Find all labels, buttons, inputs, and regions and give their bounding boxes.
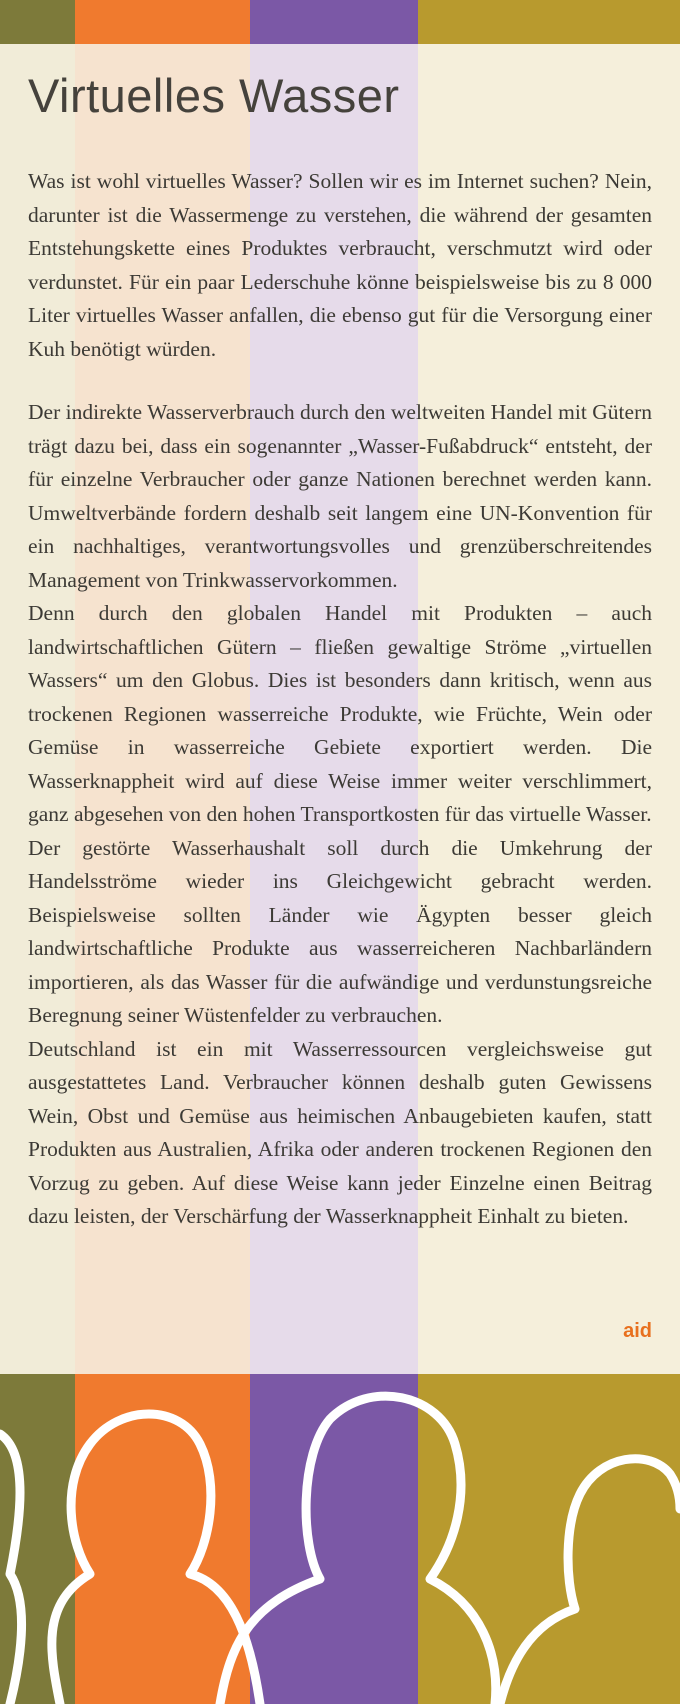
people-silhouettes-illustration: [0, 1374, 680, 1704]
source-label: aid: [623, 1320, 652, 1342]
article-paragraph: Deutschland ist ein mit Wasserressourcen vergleichsweise gut ausgestattetes Land. Verbraucher können deshalb guten Gewissens Wein, Obst und Gemüse aus heimischen Anbaugebieten kaufen, statt Produkten aus Australien, Afrika oder anderen trockenen Regionen den Vorzug zu geben. Auf diese Weise kann jeder Einzelne einen Beitrag dazu leisten, der Verschärfung der Wasserknappheit Einhalt zu bieten.: [28, 1036, 652, 1228]
person-silhouette-right: [500, 1459, 680, 1704]
article-paragraph: Der gestörte Wasserhaushalt soll durch die Umkehrung der Handelsströme wieder ins Gleichgewicht gebracht werden. Beispielsweise sollten Länder wie Ägypten besser gleich landwirtschaftliche Produkte aus wasserreicheren Nachbarländern importieren, als das Wasser für die aufwändige und verdunstungsreiche Beregnung seiner Wüstenfelder zu verbrauchen.: [28, 835, 652, 1027]
person-silhouette-purple: [220, 1396, 496, 1704]
article: [28, 44, 652, 1342]
person-silhouette-left: [0, 1434, 22, 1704]
article-paragraph: Was ist wohl virtuelles Wasser? Sollen wir es im Internet suchen? Nein, darunter ist die Wassermenge zu verstehen, die während der gesamten Entstehungskette eines Produktes verbraucht, verschmutzt wird oder verdunstet. Für ein paar Lederschuhe könne beispielsweise bis zu 8 000 Liter virtuelles Wasser anfallen, die ebenso gut für die Versorgung einer Kuh benötigt würden.: [28, 169, 652, 361]
article-paragraph: Der indirekte Wasserverbrauch durch den weltweiten Handel mit Gütern trägt dazu bei, dass ein sogenannter „Wasser-Fußabdruck“ entsteht, der für einzelne Verbraucher oder ganze Nationen berechnet werden kann. Umweltverbände fordern deshalb seit langem eine UN-Konvention für ein nachhaltiges, verantwortungsvolles und grenzüberschreitendes Management von Trinkwasservorkommen.: [28, 400, 652, 592]
article-paragraph: Denn durch den globalen Handel mit Produkten – auch landwirtschaftlichen Gütern – fließen gewaltige Ströme „virtuellen Wassers“ um den Globus. Dies ist besonders dann kritisch, wenn aus trockenen Regionen wasserreiche Produkte, wie Früchte, Wein oder Gemüse in wasserreiche Gebiete exportiert werden. Die Wasserknappheit wird auf diese Weise immer weiter verschlimmert, ganz abgesehen von den hohen Transportkosten für das virtuelle Wasser.: [28, 601, 652, 826]
article-title: Virtuelles Wasser: [28, 69, 400, 122]
